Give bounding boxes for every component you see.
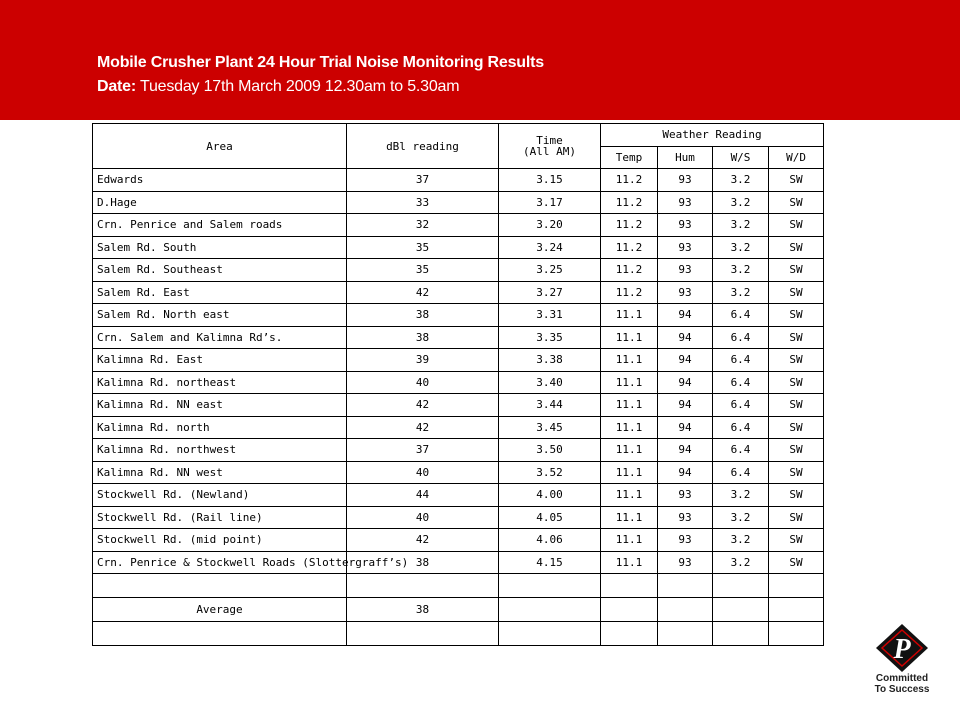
cell-area: Stockwell Rd. (Newland) bbox=[93, 484, 347, 507]
header-wind-speed: W/S bbox=[713, 146, 769, 169]
cell-temp: 11.2 bbox=[601, 169, 658, 192]
cell-wd: SW bbox=[769, 259, 824, 282]
cell-hum: 93 bbox=[658, 281, 713, 304]
cell-wd: SW bbox=[769, 461, 824, 484]
cell-ws: 3.2 bbox=[713, 236, 769, 259]
cell-dbl: 42 bbox=[347, 529, 499, 552]
cell-ws: 3.2 bbox=[713, 191, 769, 214]
cell-wd: SW bbox=[769, 484, 824, 507]
cell-wd: SW bbox=[769, 304, 824, 327]
cell-wd: SW bbox=[769, 236, 824, 259]
cell-ws: 3.2 bbox=[713, 551, 769, 574]
cell-temp: 11.2 bbox=[601, 191, 658, 214]
cell-ws: 6.4 bbox=[713, 371, 769, 394]
cell-wd: SW bbox=[769, 416, 824, 439]
cell-ws: 3.2 bbox=[713, 214, 769, 237]
cell-temp: 11.1 bbox=[601, 304, 658, 327]
header-weather-reading: Weather Reading bbox=[601, 124, 824, 147]
cell-hum: 93 bbox=[658, 484, 713, 507]
cell-wd: SW bbox=[769, 529, 824, 552]
header-wind-direction: W/D bbox=[769, 146, 824, 169]
cell-temp: 11.2 bbox=[601, 281, 658, 304]
cell-hum: 94 bbox=[658, 416, 713, 439]
cell-area: Edwards bbox=[93, 169, 347, 192]
cell-area: Kalimna Rd. northwest bbox=[93, 439, 347, 462]
cell-time: 3.50 bbox=[499, 439, 601, 462]
cell-area: Kalimna Rd. NN east bbox=[93, 394, 347, 417]
cell-temp: 11.1 bbox=[601, 326, 658, 349]
cell-dbl: 35 bbox=[347, 259, 499, 282]
cell-hum: 93 bbox=[658, 169, 713, 192]
cell-time: 4.05 bbox=[499, 506, 601, 529]
cell-ws: 6.4 bbox=[713, 349, 769, 372]
cell-ws: 6.4 bbox=[713, 304, 769, 327]
cell-dbl: 44 bbox=[347, 484, 499, 507]
header-time bbox=[499, 124, 601, 169]
table-row bbox=[93, 371, 824, 394]
average-value: 38 bbox=[347, 598, 499, 622]
cell-hum: 94 bbox=[658, 394, 713, 417]
cell-area: Crn. Salem and Kalimna Rd’s. bbox=[93, 326, 347, 349]
cell-time: 3.15 bbox=[499, 169, 601, 192]
cell-wd: SW bbox=[769, 506, 824, 529]
cell-ws: 3.2 bbox=[713, 529, 769, 552]
page-date bbox=[97, 78, 459, 96]
header-temp: Temp bbox=[601, 146, 658, 169]
cell-wd: SW bbox=[769, 394, 824, 417]
blank-row bbox=[93, 622, 824, 646]
table-row bbox=[93, 394, 824, 417]
cell-area: Crn. Penrice and Salem roads bbox=[93, 214, 347, 237]
cell-temp: 11.2 bbox=[601, 236, 658, 259]
cell-area: Kalimna Rd. north bbox=[93, 416, 347, 439]
cell-temp: 11.1 bbox=[601, 484, 658, 507]
cell-hum: 94 bbox=[658, 371, 713, 394]
cell-dbl: 37 bbox=[347, 439, 499, 462]
cell-time: 4.15 bbox=[499, 551, 601, 574]
cell-area: Salem Rd. North east bbox=[93, 304, 347, 327]
cell-hum: 94 bbox=[658, 349, 713, 372]
page-title: Mobile Crusher Plant 24 Hour Trial Noise Monitoring Results bbox=[97, 54, 544, 71]
cell-dbl: 40 bbox=[347, 506, 499, 529]
blank-row bbox=[93, 574, 824, 598]
table-row bbox=[93, 484, 824, 507]
cell-hum: 94 bbox=[658, 439, 713, 462]
cell-temp: 11.2 bbox=[601, 214, 658, 237]
header-time-line1: Time bbox=[536, 134, 563, 147]
cell-area: Salem Rd. South bbox=[93, 236, 347, 259]
cell-dbl: 32 bbox=[347, 214, 499, 237]
cell-time: 3.45 bbox=[499, 416, 601, 439]
table-row bbox=[93, 259, 824, 282]
cell-area: D.Hage bbox=[93, 191, 347, 214]
cell-area: Kalimna Rd. NN west bbox=[93, 461, 347, 484]
cell-time: 3.44 bbox=[499, 394, 601, 417]
table-row bbox=[93, 506, 824, 529]
cell-hum: 94 bbox=[658, 304, 713, 327]
cell-temp: 11.1 bbox=[601, 506, 658, 529]
cell-wd: SW bbox=[769, 439, 824, 462]
cell-hum: 94 bbox=[658, 461, 713, 484]
cell-hum: 93 bbox=[658, 551, 713, 574]
cell-hum: 93 bbox=[658, 259, 713, 282]
cell-ws: 3.2 bbox=[713, 169, 769, 192]
cell-time: 4.00 bbox=[499, 484, 601, 507]
cell-time: 3.27 bbox=[499, 281, 601, 304]
cell-wd: SW bbox=[769, 551, 824, 574]
cell-ws: 6.4 bbox=[713, 416, 769, 439]
cell-time: 3.24 bbox=[499, 236, 601, 259]
table-row bbox=[93, 551, 824, 574]
table-row bbox=[93, 529, 824, 552]
table-row bbox=[93, 304, 824, 327]
logo-letter: P bbox=[893, 634, 911, 665]
cell-temp: 11.1 bbox=[601, 371, 658, 394]
cell-time: 3.40 bbox=[499, 371, 601, 394]
cell-temp: 11.1 bbox=[601, 349, 658, 372]
table-row bbox=[93, 439, 824, 462]
cell-time: 3.52 bbox=[499, 461, 601, 484]
table-row bbox=[93, 169, 824, 192]
table-body bbox=[93, 169, 824, 646]
logo-tagline-line2: To Success bbox=[874, 684, 930, 695]
cell-area: Salem Rd. East bbox=[93, 281, 347, 304]
cell-ws: 3.2 bbox=[713, 281, 769, 304]
cell-dbl: 42 bbox=[347, 416, 499, 439]
cell-temp: 11.2 bbox=[601, 259, 658, 282]
cell-temp: 11.1 bbox=[601, 416, 658, 439]
header-time-line2: (All AM) bbox=[523, 145, 576, 158]
table-row bbox=[93, 214, 824, 237]
logo-tagline-line1: Committed bbox=[875, 673, 929, 684]
cell-dbl: 39 bbox=[347, 349, 499, 372]
table-header bbox=[93, 124, 824, 169]
cell-dbl: 33 bbox=[347, 191, 499, 214]
cell-ws: 3.2 bbox=[713, 506, 769, 529]
cell-ws: 6.4 bbox=[713, 394, 769, 417]
cell-time: 3.38 bbox=[499, 349, 601, 372]
cell-temp: 11.1 bbox=[601, 439, 658, 462]
cell-area: Salem Rd. Southeast bbox=[93, 259, 347, 282]
cell-area: Stockwell Rd. (mid point) bbox=[93, 529, 347, 552]
cell-hum: 93 bbox=[658, 214, 713, 237]
cell-ws: 6.4 bbox=[713, 439, 769, 462]
cell-dbl: 40 bbox=[347, 371, 499, 394]
cell-ws: 6.4 bbox=[713, 326, 769, 349]
cell-dbl: 42 bbox=[347, 281, 499, 304]
cell-temp: 11.1 bbox=[601, 394, 658, 417]
cell-dbl: 38 bbox=[347, 326, 499, 349]
table-row bbox=[93, 416, 824, 439]
cell-wd: SW bbox=[769, 371, 824, 394]
cell-wd: SW bbox=[769, 349, 824, 372]
cell-ws: 3.2 bbox=[713, 259, 769, 282]
header-dbl-reading: dBl reading bbox=[347, 124, 499, 169]
cell-wd: SW bbox=[769, 191, 824, 214]
cell-hum: 93 bbox=[658, 236, 713, 259]
cell-area: Kalimna Rd. northeast bbox=[93, 371, 347, 394]
cell-wd: SW bbox=[769, 281, 824, 304]
cell-time: 3.20 bbox=[499, 214, 601, 237]
table-row bbox=[93, 281, 824, 304]
cell-area: Kalimna Rd. East bbox=[93, 349, 347, 372]
cell-time: 3.25 bbox=[499, 259, 601, 282]
cell-hum: 93 bbox=[658, 506, 713, 529]
table-row bbox=[93, 191, 824, 214]
date-label: Date: bbox=[97, 78, 137, 95]
cell-temp: 11.1 bbox=[601, 551, 658, 574]
cell-ws: 3.2 bbox=[713, 484, 769, 507]
cell-wd: SW bbox=[769, 326, 824, 349]
table-row bbox=[93, 236, 824, 259]
cell-temp: 11.1 bbox=[601, 529, 658, 552]
cell-time: 3.31 bbox=[499, 304, 601, 327]
average-label: Average bbox=[93, 598, 347, 622]
cell-dbl: 37 bbox=[347, 169, 499, 192]
cell-wd: SW bbox=[769, 214, 824, 237]
cell-hum: 93 bbox=[658, 529, 713, 552]
cell-wd: SW bbox=[769, 169, 824, 192]
noise-results-table bbox=[92, 123, 824, 646]
cell-time: 3.35 bbox=[499, 326, 601, 349]
cell-dbl: 38 bbox=[347, 304, 499, 327]
cell-area: Stockwell Rd. (Rail line) bbox=[93, 506, 347, 529]
table-row bbox=[93, 326, 824, 349]
cell-temp: 11.1 bbox=[601, 461, 658, 484]
average-row bbox=[93, 598, 824, 622]
cell-time: 4.06 bbox=[499, 529, 601, 552]
table-row bbox=[93, 349, 824, 372]
date-value: Tuesday 17th March 2009 12.30am to 5.30am bbox=[136, 78, 460, 95]
table-row bbox=[93, 461, 824, 484]
cell-dbl: 42 bbox=[347, 394, 499, 417]
cell-dbl: 40 bbox=[347, 461, 499, 484]
cell-dbl: 35 bbox=[347, 236, 499, 259]
cell-time: 3.17 bbox=[499, 191, 601, 214]
cell-area: Crn. Penrice & Stockwell Roads (Slottergraff’s) bbox=[93, 551, 347, 574]
cell-ws: 6.4 bbox=[713, 461, 769, 484]
header-hum: Hum bbox=[658, 146, 713, 169]
cell-hum: 93 bbox=[658, 191, 713, 214]
header-area: Area bbox=[93, 124, 347, 169]
cell-hum: 94 bbox=[658, 326, 713, 349]
logo-tagline bbox=[872, 673, 932, 695]
cell-dbl: 38 bbox=[347, 551, 499, 574]
